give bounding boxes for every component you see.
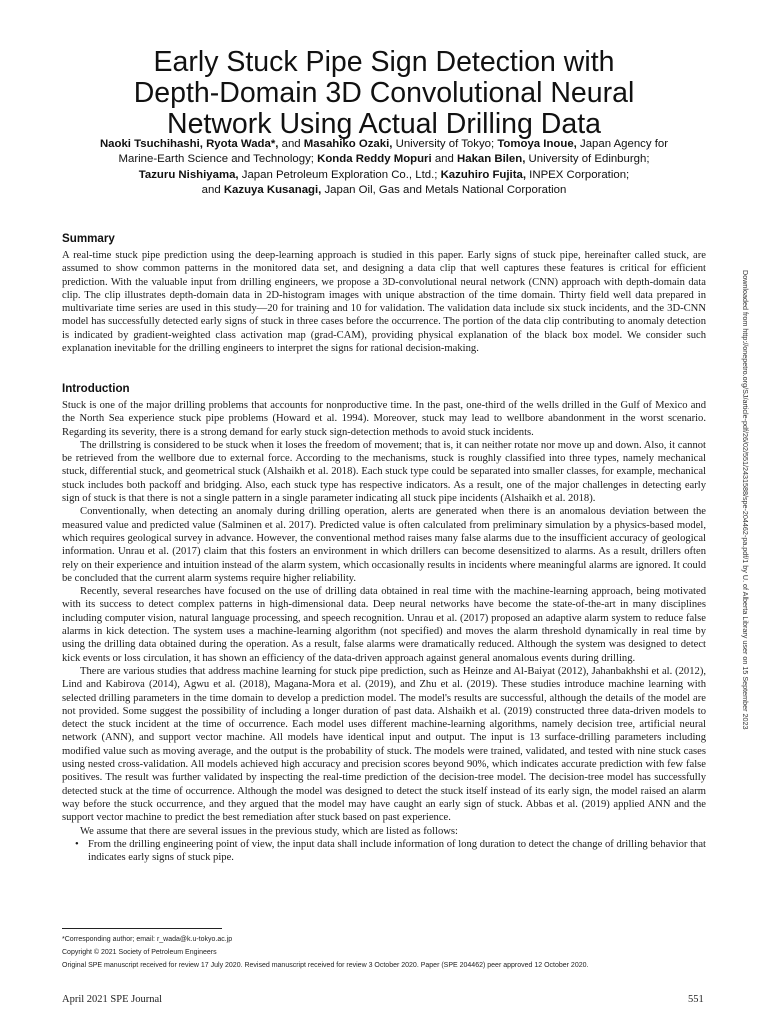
author-conjunction: and xyxy=(431,153,458,166)
affiliation: Japan Oil, Gas and Metals National Corporation xyxy=(321,184,567,197)
affiliation: University of Tokyo; xyxy=(392,138,498,150)
download-notice-text: Downloaded from http://onepetro.org/SJ/article-pdf/26/02/551/2431588/spe-204462-pa.pdf/1 by U. of Alberta Library user on 15 September 2023 xyxy=(741,270,750,730)
affiliation: University of Edinburgh; xyxy=(525,153,650,166)
intro-paragraph: Stuck is one of the major drilling problems that accounts for nonproductive time. In the past, one-third of the wells drilled in the Gulf of Mexico and the North Sea experience stuck pipe problems (Howard et al. 1994). Moreover, stuck may lead to wellbore abandonment in the worst scenario. Regarding its severity, there is a strong demand for early stuck sign-detection methods to avoid stuck incidents. xyxy=(62,400,706,438)
footnote-received: Original SPE manuscript received for review 17 July 2020. Revised manuscript received for review 3 October 2020. Paper (SPE 204462) peer approved 12 October 2020. xyxy=(62,962,589,969)
title-line: Network Using Actual Drilling Data xyxy=(167,108,601,141)
intro-paragraph: There are various studies that address machine learning for stuck pipe prediction, such as Heinze and Al-Baiyat (2012), Jahanbakhshi et al. (2012), Lind and Kabirova (2014), Agwu et al. (2018), Magana-Mora et al. (2019), and Zhu et al. (2019). These studies introduce machine learning with selected drilling parameters in the time domain to develop a prediction model. The model's results are successful, although the details of the model are not provided. Some suggest the possibility of including a longer duration of past data. Alshaikh et al. (2019) constructed three data-driven models to detect the stuck incident at the time of occurrence. Each model uses different machine-learning algorithms, namely decision tree, artificial neural network (ANN), and support vector machine. All models have identical input and output. The input is 13 surface-drilling parameters including modified value such as moving average, and the output is the probability of stuck. The models were trained, validated, and tested with nine stuck cases using nested cross-validation. All models achieved high accuracy and precision scores beyond 90%, which indicates accurate prediction with few false positives. The result was further validated by inspecting the real-time prediction of the decision-tree model. The decision-tree model has successfully detected stuck at the time of occurrence. Although the model was designed to detect the stuck itself instead of its early sign, the model raised an alarm way before the stuck occurrence, and they argued that the model may have caught an early sign of stuck. Abbas et al. (2019) applied ANN and the support vector machine to predict the best remediation after stuck based on past experience. xyxy=(62,665,706,824)
summary-heading: Summary xyxy=(62,232,115,245)
footnote-corresponding: *Corresponding author; email: r_wada@k.u-tokyo.ac.jp xyxy=(62,936,233,943)
summary-section xyxy=(62,249,706,355)
author-name: Konda Reddy Mopuri xyxy=(317,153,432,166)
footnote-copyright: Copyright © 2021 Society of Petroleum Engineers xyxy=(62,949,217,956)
page-number: 551 xyxy=(688,994,704,1005)
author-conjunction: and xyxy=(278,138,304,150)
journal-footer: April 2021 SPE Journal xyxy=(62,994,163,1005)
author-conjunction: and xyxy=(201,184,224,197)
title-line: Early Stuck Pipe Sign Detection with xyxy=(153,46,615,79)
intro-paragraph: The drillstring is considered to be stuck when it loses the freedom of movement; that is, it can neither rotate nor move up and down. Also, it cannot be retrieved from the wellbore due to external force. According to the mechanisms, stuck is roughly classified into three types, namely mechanical stuck, differential stuck, and geometrical stuck (Alshaikh et al. 2018). Each stuck type could be separated into smaller classes, for example, mechanical stuck includes both packoff and bridging. Also, each stuck type has respective indicators. As a result, one of the major challenges in detecting early sign of stuck is that there is not a single pattern in a single parameter indicating all stuck pipe incidents (Alshaikh et al. 2018). xyxy=(62,439,706,505)
author-name: Tomoya Inoue, xyxy=(497,138,577,150)
intro-paragraph: Recently, several researches have focused on the use of drilling data obtained in real time with the machine-learning approach, being motivated with its success to detect complex patterns in high-dimensional data. Deep neural networks have become the state-of-the-art in many disciplines including computer vision, natural language processing, and speech recognition. Unrau et al. (2017) proposed an adaptive alarm system to reduce false alarms in kick detection. The system uses a machine-learning algorithm (not specified) and moves the alarm threshold dynamically in real time by using the drilling data obtained during the operation. As a result, false alarms were dramatically reduced. Although the system was designed to detect kick events or loss circulation, it has shown an efficiency of the data-driven approach against general anomalous events during drilling. xyxy=(62,586,706,664)
author-name: Tazuru Nishiyama, xyxy=(138,168,239,181)
author-line xyxy=(70,183,698,198)
author-list xyxy=(70,137,698,199)
paper-title xyxy=(70,47,698,140)
introduction-heading: Introduction xyxy=(62,382,130,395)
author-name: Kazuya Kusanagi, xyxy=(223,184,322,197)
download-notice xyxy=(740,270,754,1000)
bullet-item xyxy=(62,838,706,865)
author-names: Naoki Tsuchihashi, Ryota Wada*, xyxy=(99,138,279,150)
introduction-section xyxy=(62,399,706,864)
intro-paragraph: Conventionally, when detecting an anomaly during drilling operation, alerts are generated when there is an anomalous deviation between the measured value and predicted value (Salminen et al. 2017). Predicted value is often calculated from preliminary simulation by a physics-based model, which requires geological survey in advance. However, the conventional method raises many false alarms due to the insufficient accuracy of geological information. Unrau et al. (2017) claim that this fosters an environment in which drillers can become desensitized to alarms. As a result, drillers often rely on their experience and intuition instead of the alarm system, which occasionally results in incidents where meaningful alarms are ignored. It could be concluded that the current alarm systems require higher reliability. xyxy=(62,506,706,584)
author-line xyxy=(70,152,698,167)
author-name: Hakan Bilen, xyxy=(457,153,526,166)
affiliation: Marine-Earth Science and Technology; xyxy=(118,153,318,166)
bullet-icon: • xyxy=(75,838,79,850)
author-line xyxy=(70,137,698,152)
affiliation: Japan Agency for xyxy=(576,138,669,150)
intro-paragraph: We assume that there are several issues in the previous study, which are listed as follows: xyxy=(80,825,458,837)
author-line xyxy=(70,168,698,183)
bullet-text: From the drilling engineering point of view, the input data shall include information of long duration to detect the change of drilling behavior that indicates early signs of stuck pipe. xyxy=(88,838,706,864)
affiliation: INPEX Corporation; xyxy=(526,168,630,181)
author-name: Masahiko Ozaki, xyxy=(303,138,393,150)
author-name: Kazuhiro Fujita, xyxy=(440,168,527,181)
footnote-divider xyxy=(62,928,222,929)
title-line: Depth-Domain 3D Convolutional Neural xyxy=(133,77,635,110)
affiliation: Japan Petroleum Exploration Co., Ltd.; xyxy=(238,168,441,181)
summary-paragraph: A real-time stuck pipe prediction using the deep-learning approach is studied in this paper. Early signs of stuck pipe, hereinafter called stuck, are assumed to show common patterns in the monitored data set, and designing a data clip that well captures these features is critical for efficient prediction. With the valuable input from drilling engineers, we propose a 3D-convolutional neural network (CNN) approach with depth-domain data clip. The clip illustrates depth-domain data in 2D-histogram images with unique abstraction of the time domain. Thirty field well data prepared in multivariate time series are used in this study—20 for training and 10 for validation. The validation data include six stuck incidents, and the 3D-CNN model has successfully detected early signs of stuck in three cases before the occurrence. The portion of the data clip contributing to anomaly detection is indicated by gradient-weighted class activation map (grad-CAM), providing physical explanation of the black box model. We consider such explanation inevitable for the drilling engineers to interpret the signs for rational decision-making. xyxy=(62,250,706,355)
